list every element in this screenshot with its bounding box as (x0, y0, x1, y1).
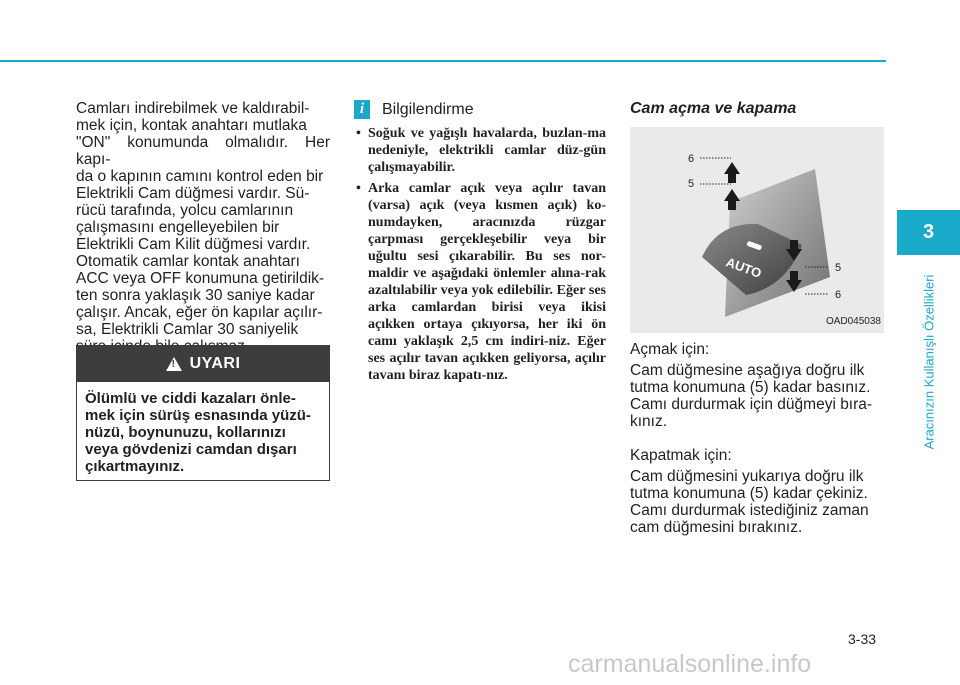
close-heading: Kapatmak için: (630, 447, 732, 464)
right-column (630, 100, 884, 536)
chapter-title: Aracınızın Kullanışlı Özellikleri (921, 274, 937, 450)
up-arrow-icon (724, 162, 740, 183)
warning-title: UYARI (189, 355, 241, 372)
info-item: • Soğuk ve yağışlı havalarda, buzlan-ma nedeniyle, elektrikli camlar düz-gün çalışmayabilir. (354, 125, 606, 176)
info-item: • Arka camlar açık veya açılır tavan (varsa) açık (veya kısmen açık) ko-numdayken, aracınızda rüzgar çarpması gerçekleşebilir veya bir uğultu sesi çıkarabilir. Bu ses nor-maldir ve aşağıdaki önlemler alına-rak azaltılabilir veya yok edilebilir. Eğer ses arka camlardan birisi veya ikisi açıkken ortaya çıkıyorsa, her iki ön camı yaklaşık 2,5 cm indiri-niz. Eğer ses açılır tavan açıkken geliyorsa, açılır tavanı biraz kapatı-nız. (354, 180, 606, 384)
warning-triangle-icon (166, 357, 182, 371)
watermark: carmanualsonline.info (568, 650, 812, 678)
header-rule (0, 60, 886, 62)
intro-paragraph: Camları indirebilmek ve kaldırabil- mek için, kontak anahtarı mutlaka "ON" konumunda olmalıdır. Her kapı- da o kapının camını kontrol eden bir Elektrikli Cam düğmesi vardır. Sü- rücü tarafında, yolcu camlarının çalışmasını engelleyebilen bir Elektrikli Cam Kilit düğmesi vardır. Otomatik camlar kontak anahtarı ACC veya OFF konumuna getirildik- ten sonra yaklaşık 30 saniye kadar çalışır. Ancak, eğer ön kapılar açılır- sa, Elektrikli Camlar 30 saniyelik (76, 100, 330, 338)
warning-header (77, 346, 329, 382)
label-6-bottom: 6 (835, 289, 842, 301)
close-text: Cam düğmesini yukarıya doğru ilk tutma konumuna (5) kadar çekiniz. Camı durdurmak istediğiniz zaman cam düğmesini bırakınız. (630, 468, 869, 536)
warning-text: Ölümlü ve ciddi kazaları önle- mek için sürüş esnasında yüzü- nüzü, boynunuzu, kollarınızı veya gövdenizi camdan dışarı çıkartmayınız. (85, 390, 311, 475)
middle-column (354, 100, 606, 388)
warning-box (76, 345, 330, 481)
chapter-tab: 3 (897, 210, 960, 255)
info-list (354, 125, 606, 384)
label-5-bottom: 5 (835, 262, 842, 274)
label-5-top: 5 (688, 178, 695, 190)
window-switch-illustration (630, 127, 884, 333)
window-switch-figure (630, 127, 884, 333)
info-header (354, 100, 606, 119)
info-icon: i (354, 100, 370, 119)
label-6-top: 6 (688, 153, 695, 165)
figure-code: OAD045038 (825, 316, 881, 327)
section-title: Cam açma ve kapama (630, 100, 797, 117)
open-heading: Açmak için: (630, 341, 710, 358)
info-title: Bilgilendirme (382, 101, 474, 118)
open-text: Cam düğmesine aşağıya doğru ilk tutma konumuna (5) kadar basınız. Camı durdurmak için düğmeyi bıra- kınız. (630, 362, 873, 430)
page-number: 3-33 (848, 631, 877, 647)
auto-label: AUTO (723, 254, 764, 281)
left-column (76, 100, 330, 355)
